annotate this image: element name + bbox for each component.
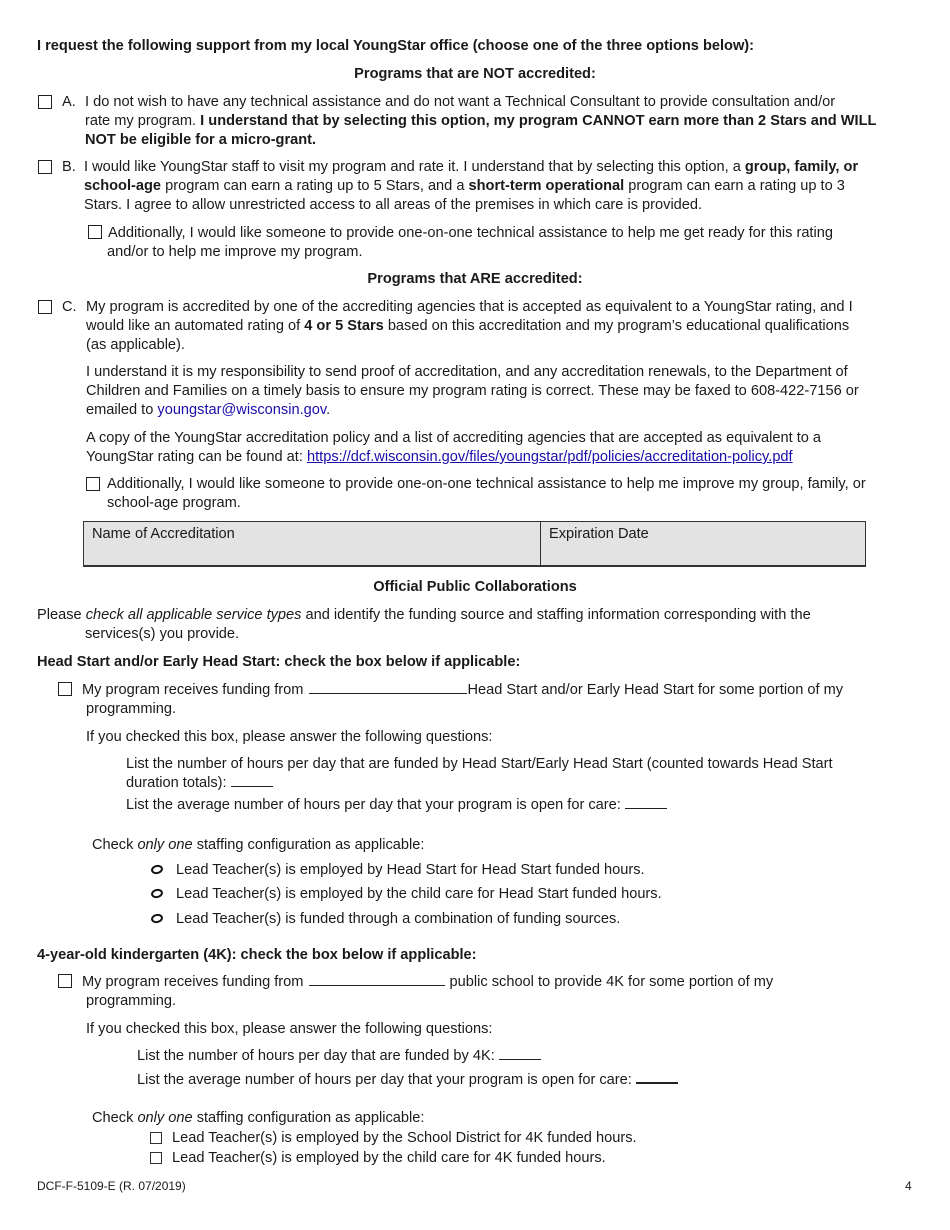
accredited-heading: Programs that ARE accredited: (367, 271, 583, 287)
head-start-q1-label: duration totals): (126, 775, 227, 791)
accreditation-para2-line1: A copy of the YoungStar accreditation policy and a list of accrediting agencies that are accepted as equivalent to a (86, 430, 822, 446)
option-c-line3: (as applicable). (86, 337, 185, 353)
option-b-line1-plain: I would like YoungStar staff to visit my program and rate it. I understand that by selecting this option, a (84, 159, 741, 175)
head-start-staffing-suffix: staffing configuration as applicable: (196, 837, 425, 853)
collab-heading: Official Public Collaborations (373, 579, 577, 595)
emailed-to-text: emailed to (86, 402, 154, 418)
k4-hours-funded-blank[interactable] (499, 1047, 541, 1060)
option-b-checkbox[interactable] (38, 160, 52, 174)
option-c-letter: C. (62, 299, 77, 315)
option-c-line2-plain2: based on this accreditation and my program’s educational qualifications (387, 318, 850, 334)
option-b-line2-bold2: short-term operational (468, 178, 625, 194)
option-c-line2 (86, 317, 849, 336)
k4-staffing-italic: only one (137, 1110, 193, 1126)
head-start-hours-open-blank[interactable] (625, 796, 667, 809)
k4-q1-label: List the number of hours per day that are funded by 4K: (137, 1048, 495, 1064)
k4-hours-open-blank[interactable] (636, 1070, 678, 1084)
k4-funding-prefix: My program receives funding from (82, 974, 304, 990)
option-c-line2-bold: 4 or 5 Stars (304, 318, 384, 334)
option-a-line2 (85, 112, 876, 131)
k4-option-2-label: Lead Teacher(s) is employed by the child care for 4K funded hours. (172, 1150, 606, 1166)
head-start-option-1-radio[interactable] (150, 864, 164, 875)
k4-staffing-suffix: staffing configuration as applicable: (196, 1110, 425, 1126)
head-start-if-checked: If you checked this box, please answer the following questions: (86, 729, 493, 745)
head-start-q2 (126, 796, 667, 815)
accreditation-para1-line2: Children and Families on a timely basis to ensure my program rating is correct. These may be faxed to 608-422-7156 or (86, 383, 859, 399)
head-start-option-3-radio[interactable] (150, 913, 164, 924)
period-text: . (326, 402, 331, 418)
k4-q2 (137, 1070, 678, 1090)
collab-line1 (37, 606, 811, 625)
option-b-line2-plain2: program can earn a rating up to 3 (628, 178, 845, 194)
policy-prefix-text: YoungStar rating can be found at: (86, 449, 303, 465)
k4-funding-line1 (82, 973, 773, 992)
accreditation-para1-line1: I understand it is my responsibility to send proof of accreditation, and any accreditation renewals, to the Department of (86, 364, 848, 380)
collab-please: Please (37, 607, 82, 623)
collab-line2: services(s) you provide. (85, 626, 240, 642)
head-start-checkbox[interactable] (58, 682, 72, 696)
page-number: 4 (905, 1179, 912, 1193)
head-start-q1-line2 (126, 774, 273, 793)
k4-option-1-label: Lead Teacher(s) is employed by the School District for 4K funded hours. (172, 1130, 637, 1146)
accredited-additional-checkbox[interactable] (86, 477, 100, 491)
option-b-additional-line1: Additionally, I would like someone to provide one-on-one technical assistance to help me get ready for this rating (108, 225, 833, 241)
option-a-letter: A. (62, 94, 76, 110)
accreditation-policy-link[interactable]: https://dcf.wisconsin.gov/files/youngstar/pdf/policies/accreditation-policy.pdf (306, 449, 793, 465)
head-start-funding-blank[interactable] (309, 681, 467, 694)
form-id: DCF-F-5109-E (R. 07/2019) (37, 1179, 186, 1193)
expiration-date-label: Expiration Date (549, 526, 649, 542)
option-a-checkbox[interactable] (38, 95, 52, 109)
accredited-additional-line2: school-age program. (107, 495, 241, 511)
k4-if-checked: If you checked this box, please answer the following questions: (86, 1021, 493, 1037)
option-b-line2-bold1: school-age (84, 178, 162, 194)
youngstar-email-link[interactable]: youngstar@wisconsin.gov (157, 402, 327, 418)
head-start-staffing-italic: only one (137, 837, 193, 853)
expiration-date-cell[interactable] (541, 522, 865, 565)
option-b-line3: Stars. I agree to allow unrestricted access to all areas of the premises in which care is provided. (84, 197, 703, 213)
head-start-q1-line1: List the number of hours per day that are funded by Head Start/Early Head Start (counted towards Head Start (126, 756, 833, 772)
accreditation-para2-line2 (86, 448, 793, 467)
head-start-funding-suffix: Head Start and/or Early Head Start for some portion of my (467, 682, 844, 698)
accreditation-table (83, 521, 866, 567)
head-start-heading: Head Start and/or Early Head Start: check the box below if applicable: (37, 654, 521, 670)
option-a-line2-bold: I understand that by selecting this option, my program CANNOT earn more than 2 Stars and WILL (200, 113, 877, 129)
option-b-additional-checkbox[interactable] (88, 225, 102, 239)
collab-italic: check all applicable service types (85, 607, 302, 623)
k4-staffing-check: Check (92, 1110, 134, 1126)
intro-text: I request the following support from my local YoungStar office (choose one of the three options below): (37, 38, 755, 54)
option-a-line1: I do not wish to have any technical assistance and do not want a Technical Consultant to provide consultation and/or (85, 94, 836, 110)
accreditation-name-cell[interactable] (84, 522, 541, 565)
not-accredited-heading: Programs that are NOT accredited: (354, 66, 596, 82)
collab-suffix: and identify the funding source and staffing information corresponding with the (305, 607, 811, 623)
option-c-checkbox[interactable] (38, 300, 52, 314)
option-c-line1: My program is accredited by one of the accrediting agencies that is accepted as equivalent to a YoungStar rating, and I (86, 299, 853, 315)
accreditation-para1-line3 (86, 401, 330, 420)
k4-funding-blank[interactable] (309, 973, 445, 986)
k4-checkbox[interactable] (58, 974, 72, 988)
k4-funding-line2: programming. (86, 993, 177, 1009)
head-start-option-3-label: Lead Teacher(s) is funded through a combination of funding sources. (176, 911, 621, 927)
k4-heading: 4-year-old kindergarten (4K): check the box below if applicable: (37, 947, 477, 963)
accreditation-name-label: Name of Accreditation (92, 526, 235, 542)
head-start-q2-label: List the average number of hours per day that your program is open for care: (126, 797, 621, 813)
accredited-additional-line1: Additionally, I would like someone to provide one-on-one technical assistance to help me improve my group, family, or (107, 476, 866, 492)
head-start-option-2-label: Lead Teacher(s) is employed by the child care for Head Start funded hours. (176, 886, 662, 902)
k4-staffing-line (92, 1109, 424, 1128)
k4-option-1-checkbox[interactable] (150, 1132, 162, 1144)
head-start-hours-funded-blank[interactable] (231, 774, 273, 787)
option-b-additional-line2: and/or to help me improve my program. (107, 244, 363, 260)
option-b-line2-plain1: program can earn a rating up to 5 Stars, and a (165, 178, 465, 194)
option-b-line1-bold: group, family, or (744, 159, 859, 175)
k4-q2-label: List the average number of hours per day that your program is open for care: (137, 1072, 632, 1088)
head-start-option-2-radio[interactable] (150, 888, 164, 899)
option-b-line1 (84, 158, 858, 177)
option-b-letter: B. (62, 159, 76, 175)
head-start-funding-prefix: My program receives funding from (82, 682, 304, 698)
option-a-line3: NOT be eligible for a micro-grant. (85, 132, 317, 148)
head-start-staffing-check: Check (92, 837, 134, 853)
head-start-staffing-line (92, 836, 424, 855)
k4-funding-suffix: public school to provide 4K for some portion of my (449, 974, 774, 990)
k4-option-2-checkbox[interactable] (150, 1152, 162, 1164)
option-b-line2 (84, 177, 845, 196)
head-start-funding-line1 (82, 681, 843, 700)
head-start-funding-line2: programming. (86, 701, 177, 717)
k4-q1 (137, 1047, 541, 1066)
head-start-option-1-label: Lead Teacher(s) is employed by Head Start for Head Start funded hours. (176, 862, 645, 878)
option-c-line2-plain1: would like an automated rating of (86, 318, 301, 334)
option-a-line2-plain: rate my program. (85, 113, 197, 129)
